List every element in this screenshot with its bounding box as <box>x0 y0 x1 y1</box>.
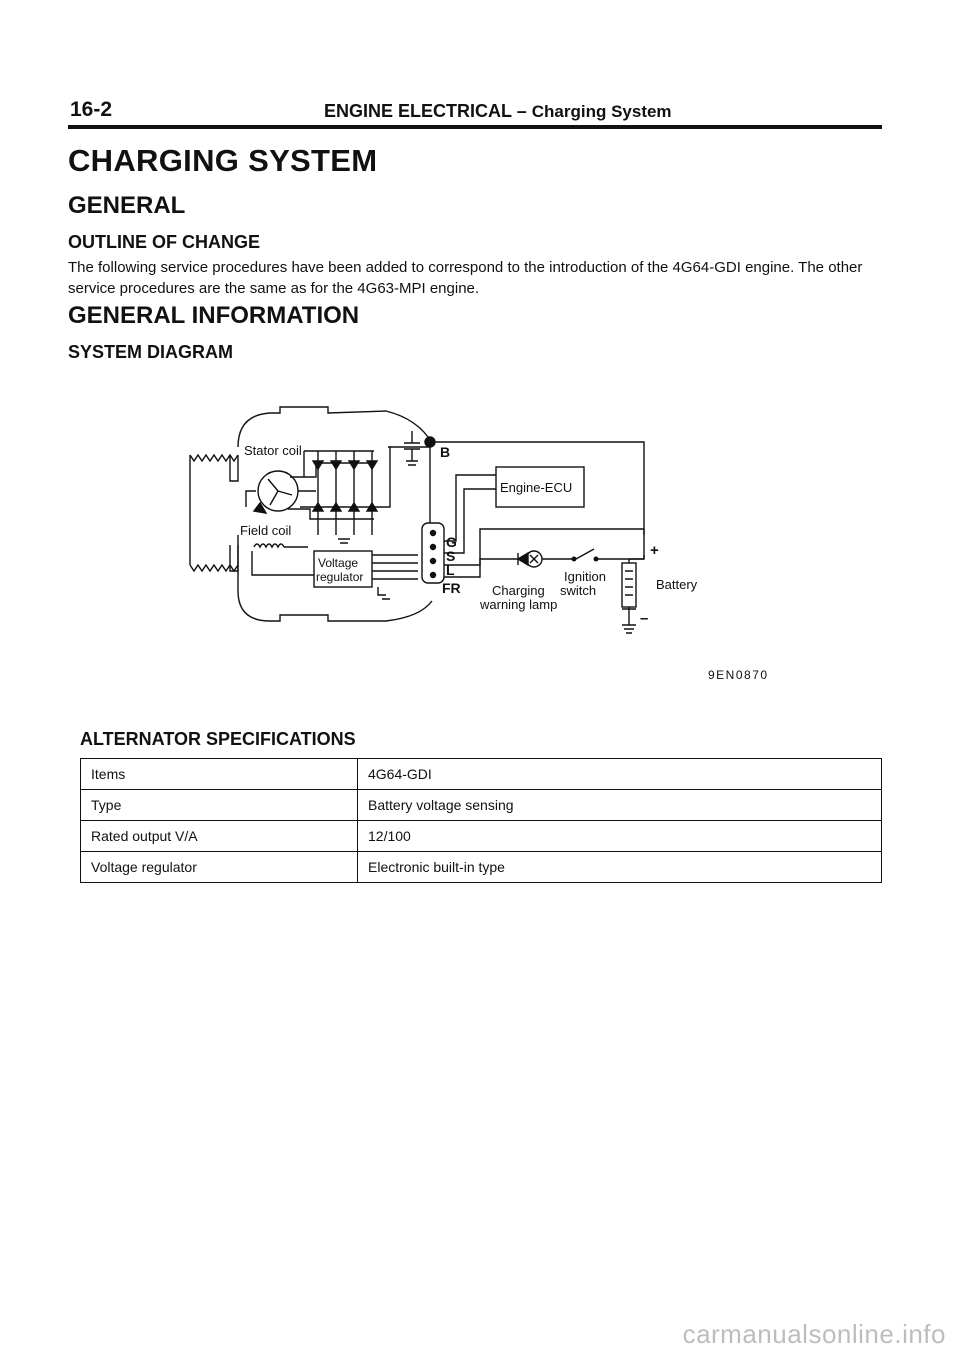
spec-value: 4G64-GDI <box>358 759 882 790</box>
alternator-specifications-heading: ALTERNATOR SPECIFICATIONS <box>80 729 356 749</box>
field-coil-label: Field coil <box>240 523 292 538</box>
outline-paragraph: The following service procedures have been added to correspond to the introduction of the 4G64-GDI engine. The other service procedures are the same as for the 4G63-MPI engine. <box>68 259 863 297</box>
title-separator: – <box>516 101 527 121</box>
system-diagram <box>150 395 810 695</box>
battery-label: Battery <box>656 577 698 592</box>
charging-label: Charging <box>492 583 545 598</box>
spec-value: Electronic built-in type <box>358 852 882 883</box>
engine-ecu-label: Engine-ECU <box>500 480 573 495</box>
page-number: 16-2 <box>70 98 113 121</box>
page-title: CHARGING SYSTEM <box>68 143 378 178</box>
battery-plus: + <box>650 542 659 559</box>
regulator-label: regulator <box>316 570 364 584</box>
terminal-b: B <box>440 444 451 460</box>
subsection-title: Charging System <box>531 102 672 121</box>
switch-label: switch <box>560 583 597 598</box>
ignition-switch <box>576 529 644 559</box>
terminal-fr: FR <box>442 580 461 596</box>
general-information-heading: GENERAL INFORMATION <box>68 302 360 329</box>
running-title <box>324 101 672 122</box>
terminal-g: G <box>446 534 457 550</box>
alternator-specifications-table <box>80 758 882 883</box>
table-row <box>81 790 882 821</box>
spec-item: Rated output V/A <box>81 821 358 852</box>
terminal-l: L <box>446 562 455 578</box>
header-rule <box>68 125 882 129</box>
voltage-label: Voltage <box>318 556 359 570</box>
terminal-s: S <box>446 548 456 564</box>
table-row <box>81 821 882 852</box>
outline-heading: OUTLINE OF CHANGE <box>68 232 260 252</box>
spec-item: Type <box>81 790 358 821</box>
figure-code: 9EN0870 <box>708 668 769 682</box>
battery-symbol <box>622 563 636 607</box>
spec-value: 12/100 <box>358 821 882 852</box>
section-title: ENGINE ELECTRICAL <box>324 101 512 121</box>
table-row <box>81 852 882 883</box>
warning-lamp-label: warning lamp <box>480 597 558 612</box>
table-row <box>81 759 882 790</box>
spec-item: Voltage regulator <box>81 852 358 883</box>
stator-coil-label: Stator coil <box>244 443 302 458</box>
watermark: carmanualsonline.info <box>682 1319 946 1349</box>
system-diagram-heading: SYSTEM DIAGRAM <box>68 342 234 362</box>
spec-item: Items <box>81 759 358 790</box>
alternator-housing <box>238 407 432 621</box>
spec-value: Battery voltage sensing <box>358 790 882 821</box>
general-heading: GENERAL <box>68 192 186 219</box>
battery-minus: – <box>640 610 649 627</box>
ignition-label: Ignition <box>564 569 606 584</box>
pulley-upper <box>190 455 238 571</box>
page-header <box>68 98 882 126</box>
